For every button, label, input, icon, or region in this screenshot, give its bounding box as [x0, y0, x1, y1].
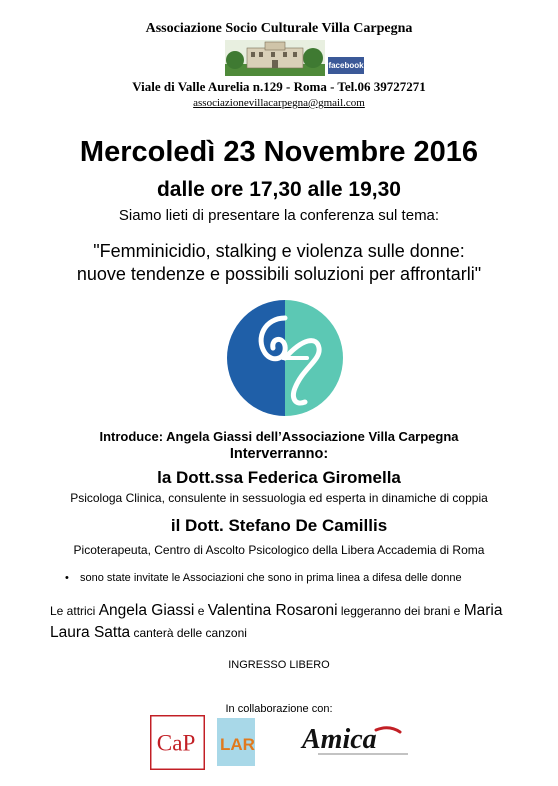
actors-and: e — [197, 604, 205, 618]
actors-suffix: canterà delle canzoni — [133, 626, 247, 640]
association-logo-icon — [225, 298, 345, 418]
actor-3-name-part2: Laura Satta — [50, 624, 131, 641]
address-line: Viale di Valle Aurelia n.129 - Roma - Tel.06 39727271 — [132, 79, 426, 94]
bullet-icon: • — [65, 572, 69, 584]
invitation-bullet — [65, 572, 535, 584]
speaker-2-name: il Dott. Stefano De Camillis — [170, 516, 388, 535]
actor-3-name-part1: Maria — [463, 602, 503, 619]
actors-middle: leggeranno dei brani — [340, 604, 451, 618]
villa-building-image — [225, 40, 325, 76]
event-time: dalle ore 17,30 alle 19,30 — [156, 178, 401, 201]
speakers-heading: Interverranno: — [229, 446, 329, 462]
actor-1-name: Angela Giassi — [98, 602, 195, 619]
introduce-line: Introduce: Angela Giassi dell’Associazione Villa Carpegna — [99, 429, 459, 444]
speaker-2-description: Picoterapeuta, Centro di Ascolto Psicologico della Libera Accademia di Roma — [73, 543, 485, 557]
association-name: Associazione Socio Culturale Villa Carpegna — [145, 21, 413, 36]
lar-partner-logo — [217, 718, 255, 766]
email-link[interactable]: associazionevillacarpegna@gmail.com — [193, 97, 365, 109]
invitation-text: sono state invitate le Associazioni che sono in prima linea a difesa delle donne — [80, 572, 462, 584]
topic-line-1: "Femminicidio, stalking e violenza sulle donne: — [93, 241, 465, 261]
collaboration-label: In collaborazione con: — [225, 703, 333, 715]
actors-and-2: e — [453, 604, 461, 618]
intro-line: Siamo lieti di presentare la conferenza sul tema: — [118, 207, 440, 224]
topic-line-2: nuove tendenze e possibili soluzioni per affrontarli" — [76, 264, 482, 284]
speaker-1-name: la Dott.ssa Federica Giromella — [157, 468, 401, 487]
event-date: Mercoledì 23 Novembre 2016 — [79, 136, 479, 168]
cap-letters: CaP — [156, 730, 196, 757]
speaker-1-description: Psicologa Clinica, consulente in sessuologia ed esperta in dinamiche di coppia — [70, 491, 488, 505]
actors-paragraph — [50, 600, 520, 644]
amica-text: Amica — [302, 724, 377, 755]
facebook-badge[interactable]: facebook — [328, 57, 364, 74]
cap-partner-logo — [150, 715, 205, 770]
actors-prefix: Le attrici — [50, 604, 96, 618]
actor-2-name: Valentina Rosaroni — [207, 602, 338, 619]
lar-letters: LAR — [220, 735, 255, 754]
free-entry: INGRESSO LIBERO — [228, 659, 330, 671]
amica-partner-logo — [298, 718, 418, 758]
